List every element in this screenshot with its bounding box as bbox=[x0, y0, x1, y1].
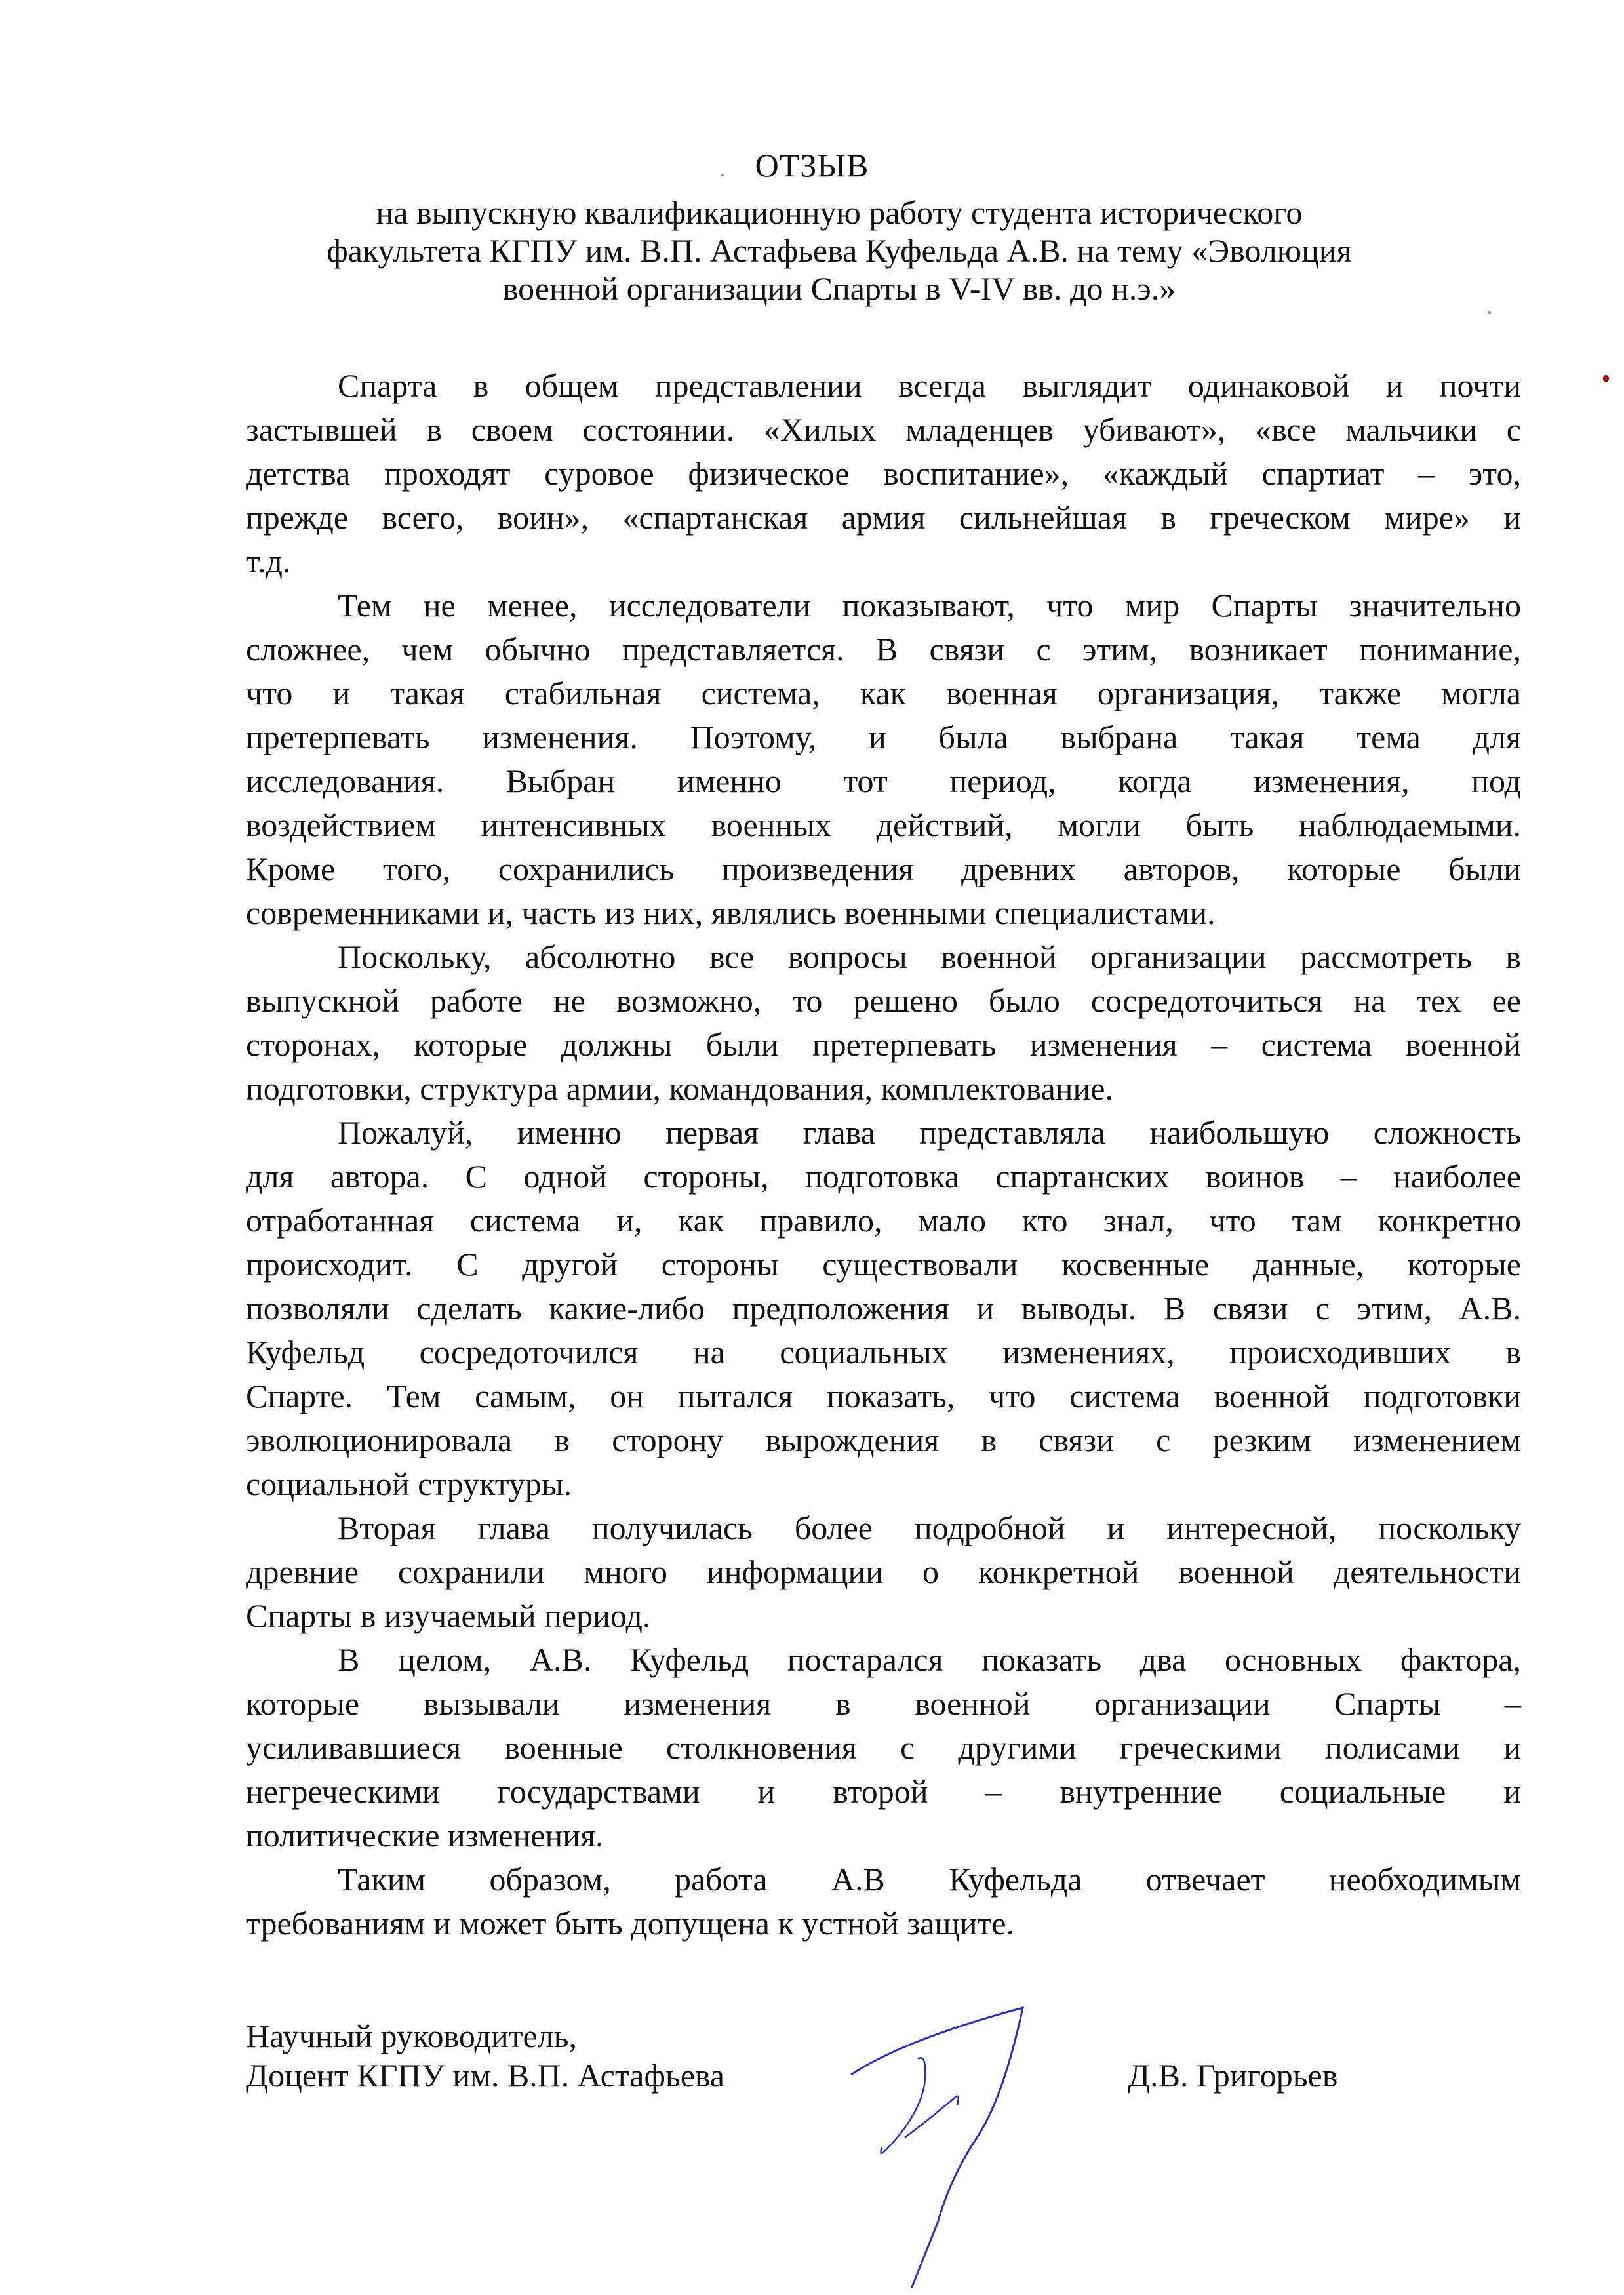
text-line: позволяли сделать какие-либо предположения и выводы. В связи с этим, А.В. bbox=[246, 1290, 1521, 1327]
text-line: негреческими государствами и второй – внутренние социальные и bbox=[246, 1773, 1521, 1810]
text-line: Поскольку, абсолютно все вопросы военной организации рассмотреть в bbox=[338, 938, 1521, 975]
paragraph bbox=[246, 584, 1521, 935]
subtitle-line: на выпускную квалификационную работу студента исторического bbox=[376, 194, 1303, 231]
paragraph bbox=[246, 1506, 1521, 1638]
text-line: Куфельд сосредоточился на социальных изменениях, происходивших в bbox=[246, 1334, 1521, 1370]
document-title: ОТЗЫВ bbox=[755, 147, 869, 184]
text-line: политические изменения. bbox=[246, 1817, 604, 1854]
paragraph bbox=[246, 1111, 1521, 1506]
subtitle-line: военной организации Спарты в V-IV вв. до н.э.» bbox=[502, 270, 1176, 307]
text-line: социальной структуры. bbox=[246, 1466, 572, 1502]
text-line: которые вызывали изменения в военной организации Спарты – bbox=[246, 1685, 1521, 1722]
text-line: современниками и, часть из них, являлись военными специалистами. bbox=[246, 894, 1216, 931]
text-line: отработанная система и, как правило, мало кто знал, что там конкретно bbox=[246, 1202, 1521, 1239]
text-line: прежде всего, воин», «спартанская армия сильнейшая в греческом мире» и bbox=[246, 499, 1521, 536]
text-line: сторонах, которые должны были претерпевать изменения – система военной bbox=[246, 1026, 1521, 1063]
paragraph bbox=[246, 1858, 1521, 1946]
text-line: происходит. С другой стороны существовали косвенные данные, которые bbox=[246, 1246, 1521, 1283]
ink-dot bbox=[1603, 375, 1609, 382]
text-line: В целом, А.В. Куфельд постарался показать два основных фактора, bbox=[338, 1641, 1521, 1678]
text-line: усиливавшиеся военные столкновения с другими греческими полисами и bbox=[246, 1729, 1521, 1766]
subtitle-line: факультета КГПУ им. В.П. Астафьева Куфельда А.В. на тему «Эволюция bbox=[327, 232, 1352, 269]
text-line: Пожалуй, именно первая глава представляла наибольшую сложность bbox=[338, 1114, 1521, 1151]
text-line: требованиям и может быть допущена к устной защите. bbox=[246, 1905, 1015, 1942]
text-line: выпускной работе не возможно, то решено было сосредоточиться на тех ее bbox=[246, 982, 1521, 1019]
scan-speck bbox=[1488, 311, 1491, 314]
signer-name: Д.В. Григорьев bbox=[1128, 2057, 1338, 2094]
text-line: Тем не менее, исследователи показывают, что мир Спарты значительно bbox=[338, 587, 1521, 624]
signer-role: Научный руководитель, bbox=[246, 2018, 577, 2054]
handwritten-signature bbox=[846, 2006, 1062, 2288]
text-line: древние сохранили много информации о конкретной военной деятельности bbox=[246, 1553, 1521, 1590]
signature-stroke bbox=[881, 2058, 925, 2153]
paragraph bbox=[246, 364, 1521, 584]
document-subtitle bbox=[197, 193, 1482, 308]
text-line: исследования. Выбран именно тот период, когда изменения, под bbox=[246, 763, 1521, 799]
scan-speck bbox=[721, 174, 724, 176]
text-line: подготовки, структура армии, командования, комплектование. bbox=[246, 1070, 1113, 1107]
text-line: для автора. С одной стороны, подготовка спартанских воинов – наиболее bbox=[246, 1158, 1521, 1195]
text-line: детства проходят суровое физическое воспитание», «каждый спартиат – это, bbox=[246, 455, 1521, 492]
text-line: претерпевать изменения. Поэтому, и была выбрана такая тема для bbox=[246, 719, 1521, 755]
text-line: Кроме того, сохранились произведения древних авторов, которые были bbox=[246, 850, 1521, 887]
text-line: Спарте. Тем самым, он пытался показать, что система военной подготовки bbox=[246, 1378, 1521, 1414]
paragraph bbox=[246, 1638, 1521, 1858]
text-line: Таким образом, работа А.В Куфельда отвечает необходимым bbox=[338, 1861, 1521, 1898]
text-line: Спарта в общем представлении всегда выглядит одинаковой и почти bbox=[338, 367, 1521, 404]
text-line: сложнее, чем обычно представляется. В связи с этим, возникает понимание, bbox=[246, 631, 1521, 668]
signer-position: Доцент КГПУ им. В.П. Астафьева bbox=[246, 2057, 725, 2094]
text-line: эволюционировала в сторону вырождения в связи с резким изменением bbox=[246, 1422, 1521, 1458]
signature-stroke bbox=[851, 2008, 1023, 2288]
signature-block bbox=[246, 2016, 724, 2095]
text-line: что и такая стабильная система, как военная организация, также могла bbox=[246, 675, 1521, 711]
text-line: т.д. bbox=[246, 543, 291, 580]
text-line: Спарты в изучаемый период. bbox=[246, 1597, 651, 1634]
text-line: застывшей в своем состоянии. «Хилых младенцев убивают», «все мальчики с bbox=[246, 411, 1521, 448]
text-line: воздействием интенсивных военных действий, могли быть наблюдаемыми. bbox=[246, 807, 1521, 843]
text-line: Вторая глава получилась более подробной и интересной, поскольку bbox=[338, 1509, 1521, 1546]
paragraph bbox=[246, 935, 1521, 1111]
document-body bbox=[246, 364, 1521, 1946]
